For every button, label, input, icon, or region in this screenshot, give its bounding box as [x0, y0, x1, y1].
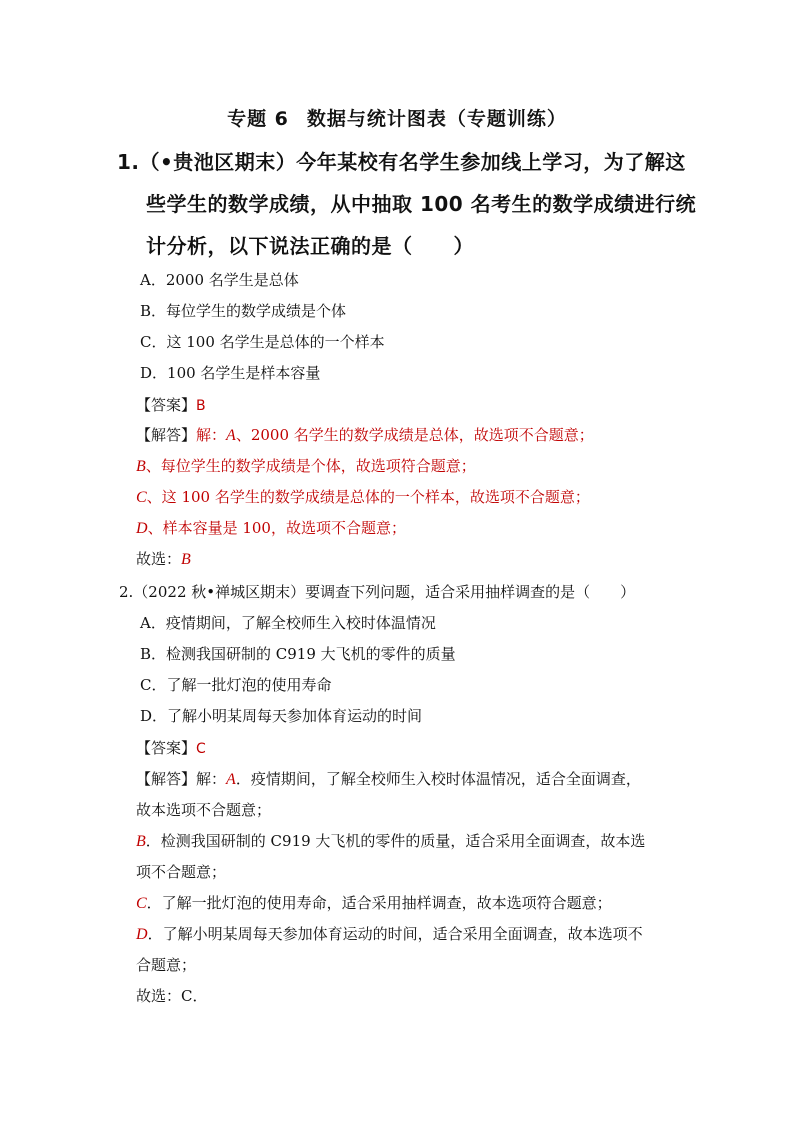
q2-conclusion — [136, 985, 208, 1006]
solution-letter: A — [226, 771, 236, 788]
q1-solution-line-1 — [136, 424, 594, 445]
solution-intro: 解： — [196, 770, 227, 788]
q1-option-a: A．2000 名学生是总体 — [140, 271, 299, 289]
q2-option-b: B．检测我国研制的 C919 大飞机的零件的质量 — [140, 645, 456, 663]
solution-letter: D — [136, 926, 148, 943]
solution-label: 【解答】 — [136, 770, 197, 788]
solution-intro: 解： — [196, 426, 227, 444]
solution-text-cont: 故本选项不合题意； — [136, 801, 272, 819]
q1-answer — [136, 394, 206, 415]
solution-text-cont: 项不合题意； — [136, 863, 227, 881]
solution-text: ．检测我国研制的 C919 大飞机的零件的质量，适合采用全面调查，故本选 — [145, 832, 646, 850]
conclusion-value: C． — [181, 987, 208, 1005]
answer-value: C — [196, 741, 206, 757]
q1-stem-line-1: 1.（•贵池区期末）今年某校有名学生参加线上学习，为了解这 — [117, 150, 686, 174]
q2-option-a: A．疫情期间，了解全校师生入校时体温情况 — [140, 614, 436, 632]
solution-text-cont: 合题意； — [136, 956, 197, 974]
title-text: 数据与统计图表（专题训练） — [306, 108, 567, 130]
q1-solution-line-2 — [136, 455, 476, 476]
q2-solution-line-4-cont — [136, 954, 196, 975]
q1-conclusion — [136, 548, 191, 569]
solution-letter: B — [136, 833, 146, 850]
solution-text: 、这 100 名学生的数学成绩是总体的一个样本，故选项不合题意； — [146, 488, 590, 506]
solution-label: 【解答】 — [136, 426, 197, 444]
solution-letter: C — [136, 489, 147, 506]
q1-stem-line-2: 些学生的数学成绩，从中抽取 100 名考生的数学成绩进行统 — [146, 192, 697, 216]
conclusion-value: B — [181, 551, 191, 568]
conclusion-label: 故选： — [136, 987, 182, 1005]
q2-solution-line-4 — [136, 923, 643, 944]
page-title — [0, 104, 794, 131]
answer-label: 【答案】 — [136, 739, 197, 757]
q2-solution-line-2-cont — [136, 861, 226, 882]
q1-stem-line-3: 计分析，以下说法正确的是（ ） — [146, 234, 474, 258]
q1-solution-line-4 — [136, 517, 406, 538]
conclusion-label: 故选： — [136, 550, 182, 568]
solution-text: ．了解小明某周每天参加体育运动的时间，适合采用全面调查，故本选项不 — [147, 925, 643, 943]
q2-answer — [136, 737, 206, 758]
solution-text: 、2000 名学生的数学成绩是总体，故选项不合题意； — [235, 426, 594, 444]
solution-letter: C — [136, 895, 147, 912]
q2-option-d: D．了解小明某周每天参加体育运动的时间 — [140, 707, 423, 725]
q2-stem: 2.（2022 秋•禅城区期末）要调查下列问题，适合采用抽样调查的是（ ） — [119, 583, 636, 601]
solution-text: ．了解一批灯泡的使用寿命，适合采用抽样调查，故本选项符合题意； — [146, 894, 612, 912]
q1-option-c: C．这 100 名学生是总体的一个样本 — [140, 333, 385, 351]
answer-value: B — [196, 398, 206, 414]
solution-text: 、样本容量是 100，故选项不合题意； — [147, 519, 406, 537]
q2-solution-line-3 — [136, 892, 612, 913]
q2-option-c: C．了解一批灯泡的使用寿命 — [140, 676, 332, 694]
q2-solution-line-2 — [136, 830, 645, 851]
answer-label: 【答案】 — [136, 396, 197, 414]
q2-solution-line-1 — [136, 768, 641, 789]
q1-solution-line-3 — [136, 486, 590, 507]
solution-text: 、每位学生的数学成绩是个体，故选项符合题意； — [145, 457, 476, 475]
q1-option-d: D．100 名学生是样本容量 — [140, 364, 321, 382]
solution-letter: D — [136, 520, 148, 537]
solution-letter: B — [136, 458, 146, 475]
solution-letter: A — [226, 427, 236, 444]
q1-option-b: B．每位学生的数学成绩是个体 — [140, 302, 347, 320]
q2-solution-line-1-cont — [136, 799, 271, 820]
solution-text: ．疫情期间，了解全校师生入校时体温情况，适合全面调查， — [235, 770, 641, 788]
title-number: 专题 6 — [227, 108, 289, 130]
